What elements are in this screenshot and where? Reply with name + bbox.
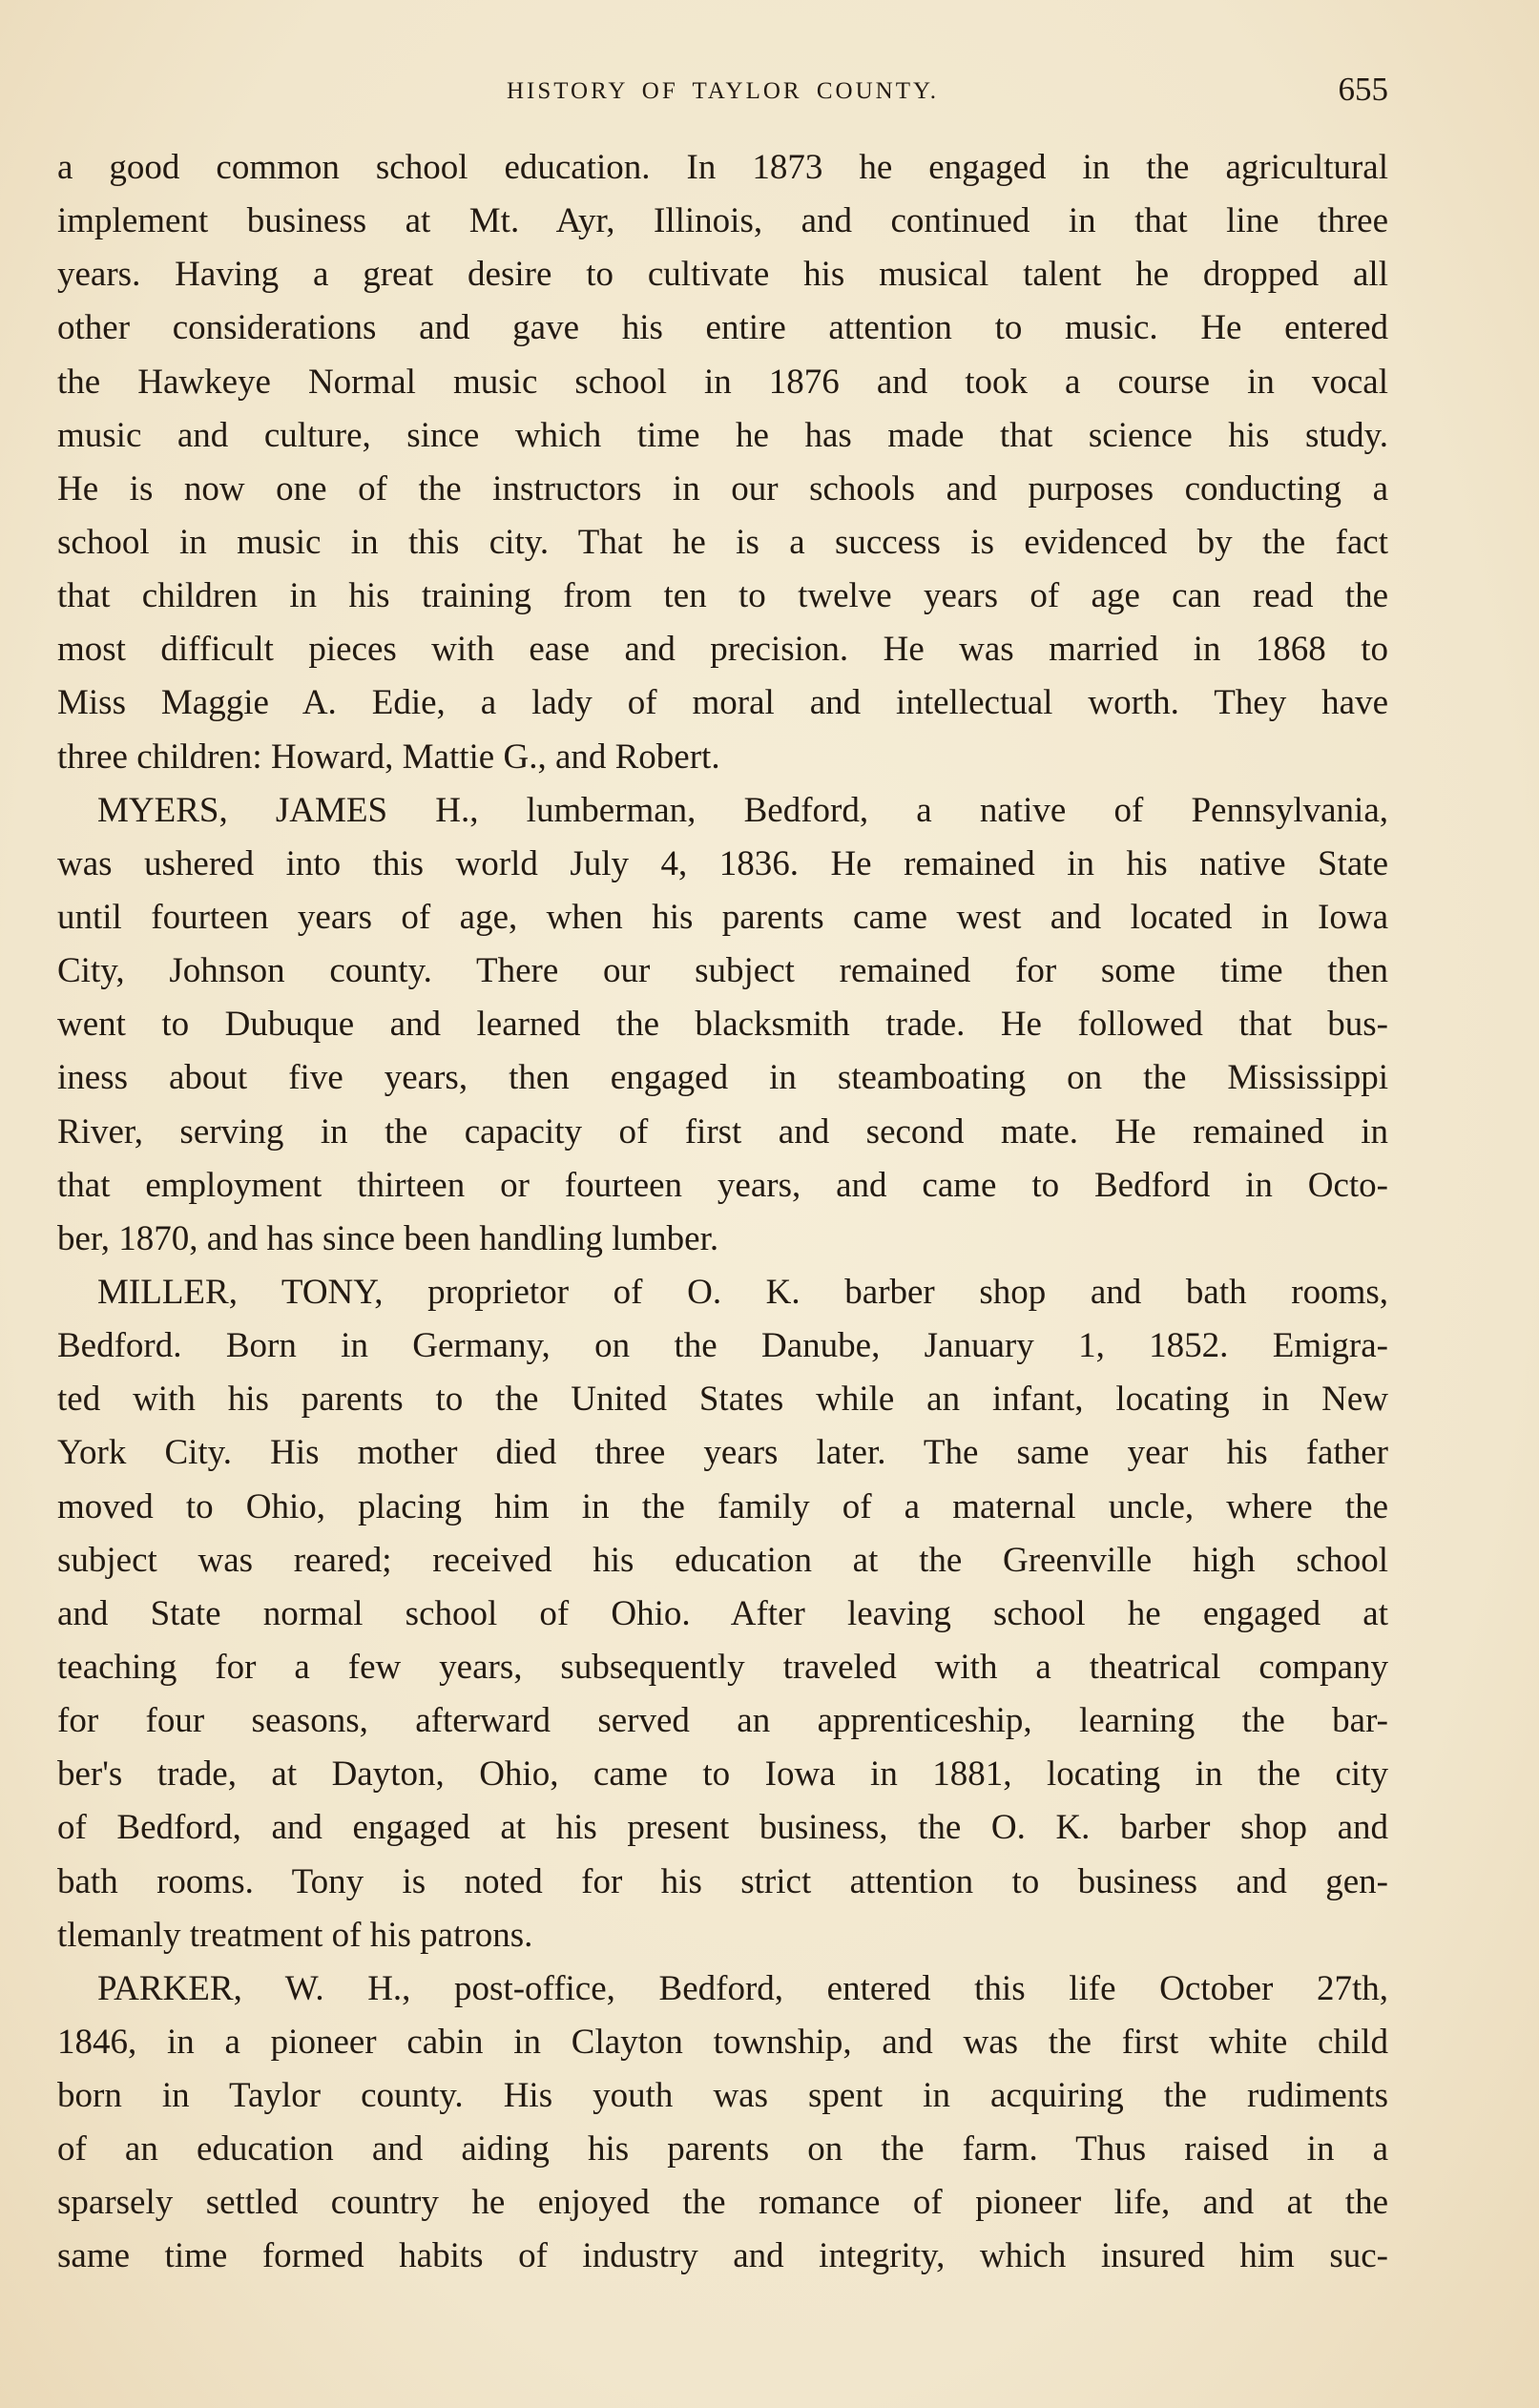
text-line: tlemanly treatment of his patrons. [57,1915,533,1955]
text-line: teaching for a few years, subsequently traveled with a theatrical company [57,1647,1388,1687]
text-line: ber, 1870, and has since been handling lumber. [57,1218,719,1258]
text-line: ted with his parents to the United States while an infant, locating in New [57,1380,1388,1420]
text-line: of Bedford, and engaged at his present business, the O. K. barber shop and [57,1808,1388,1848]
text-line: ber's trade, at Dayton, Ohio, came to Iowa in 1881, locating in the city [57,1754,1388,1795]
text-line: that children in his training from ten to twelve years of age can read the [57,576,1388,616]
running-title: HISTORY OF TAYLOR COUNTY. [506,78,940,104]
text-line: Miss Maggie A. Edie, a lady of moral and intellectual worth. They have [57,683,1388,723]
text-line: York City. His mother died three years later. The same year his father [57,1433,1388,1473]
text-line: of an education and aiding his parents on the farm. Thus raised in a [57,2129,1388,2169]
text-line: 1846, in a pioneer cabin in Clayton township, and was the first white child [57,2022,1388,2062]
text-line: moved to Ohio, placing him in the family of a maternal uncle, where the [57,1486,1388,1526]
text-line: River, serving in the capacity of first and second mate. He remained in [57,1111,1388,1152]
text-line: went to Dubuque and learned the blacksmith trade. He followed that bus- [57,1005,1388,1045]
text-line: implement business at Mt. Ayr, Illinois, and continued in that line three [57,201,1388,241]
text-line: school in music in this city. That he is a success is evidenced by the fact [57,522,1388,562]
running-head [57,71,1388,118]
text-line: a good common school education. In 1873 he engaged in the agricultural [57,148,1388,187]
text-line: Bedford. Born in Germany, on the Danube, January 1, 1852. Emigra- [57,1326,1388,1366]
text-line: City, Johnson county. There our subject remained for some time then [57,951,1388,991]
text-line: born in Taylor county. His youth was spent in acquiring the rudiments [57,2076,1388,2116]
body-text [57,141,1388,2284]
text-line: He is now one of the instructors in our schools and purposes conducting a [57,468,1388,509]
text-line: most difficult pieces with ease and precision. He was married in 1868 to [57,630,1388,670]
text-line: bath rooms. Tony is noted for his strict attention to business and gen- [57,1861,1388,1901]
text-line: that employment thirteen or fourteen years, and came to Bedford in Octo- [57,1165,1388,1205]
text-line: was ushered into this world July 4, 1836. He remained in his native State [57,843,1388,883]
text-line: music and culture, since which time he has made that science his study. [57,415,1388,455]
text-line: same time formed habits of industry and integrity, which insured him suc- [57,2236,1388,2276]
text-line: the Hawkeye Normal music school in 1876 and took a course in vocal [57,362,1388,402]
text-line: and State normal school of Ohio. After leaving school he engaged at [57,1593,1388,1633]
text-line: for four seasons, afterward served an apprenticeship, learning the bar- [57,1701,1388,1741]
text-line: years. Having a great desire to cultivate his musical talent he dropped all [57,255,1388,295]
text-line: PARKER, W. H., post-office, Bedford, entered this life October 27th, [97,1968,1388,2008]
text-line: iness about five years, then engaged in steamboating on the Mississippi [57,1058,1388,1098]
text-line: three children: Howard, Mattie G., and Robert. [57,737,720,777]
text-line: subject was reared; received his education at the Greenville high school [57,1540,1388,1580]
text-line: until fourteen years of age, when his parents came west and located in Iowa [57,897,1388,937]
page-number: 655 [1338,71,1388,108]
text-line: sparsely settled country he enjoyed the romance of pioneer life, and at the [57,2183,1388,2223]
text-line: MILLER, TONY, proprietor of O. K. barber shop and bath rooms, [97,1272,1388,1312]
text-line: other considerations and gave his entire attention to music. He entered [57,308,1388,348]
text-line: MYERS, JAMES H., lumberman, Bedford, a native of Pennsylvania, [97,790,1388,830]
